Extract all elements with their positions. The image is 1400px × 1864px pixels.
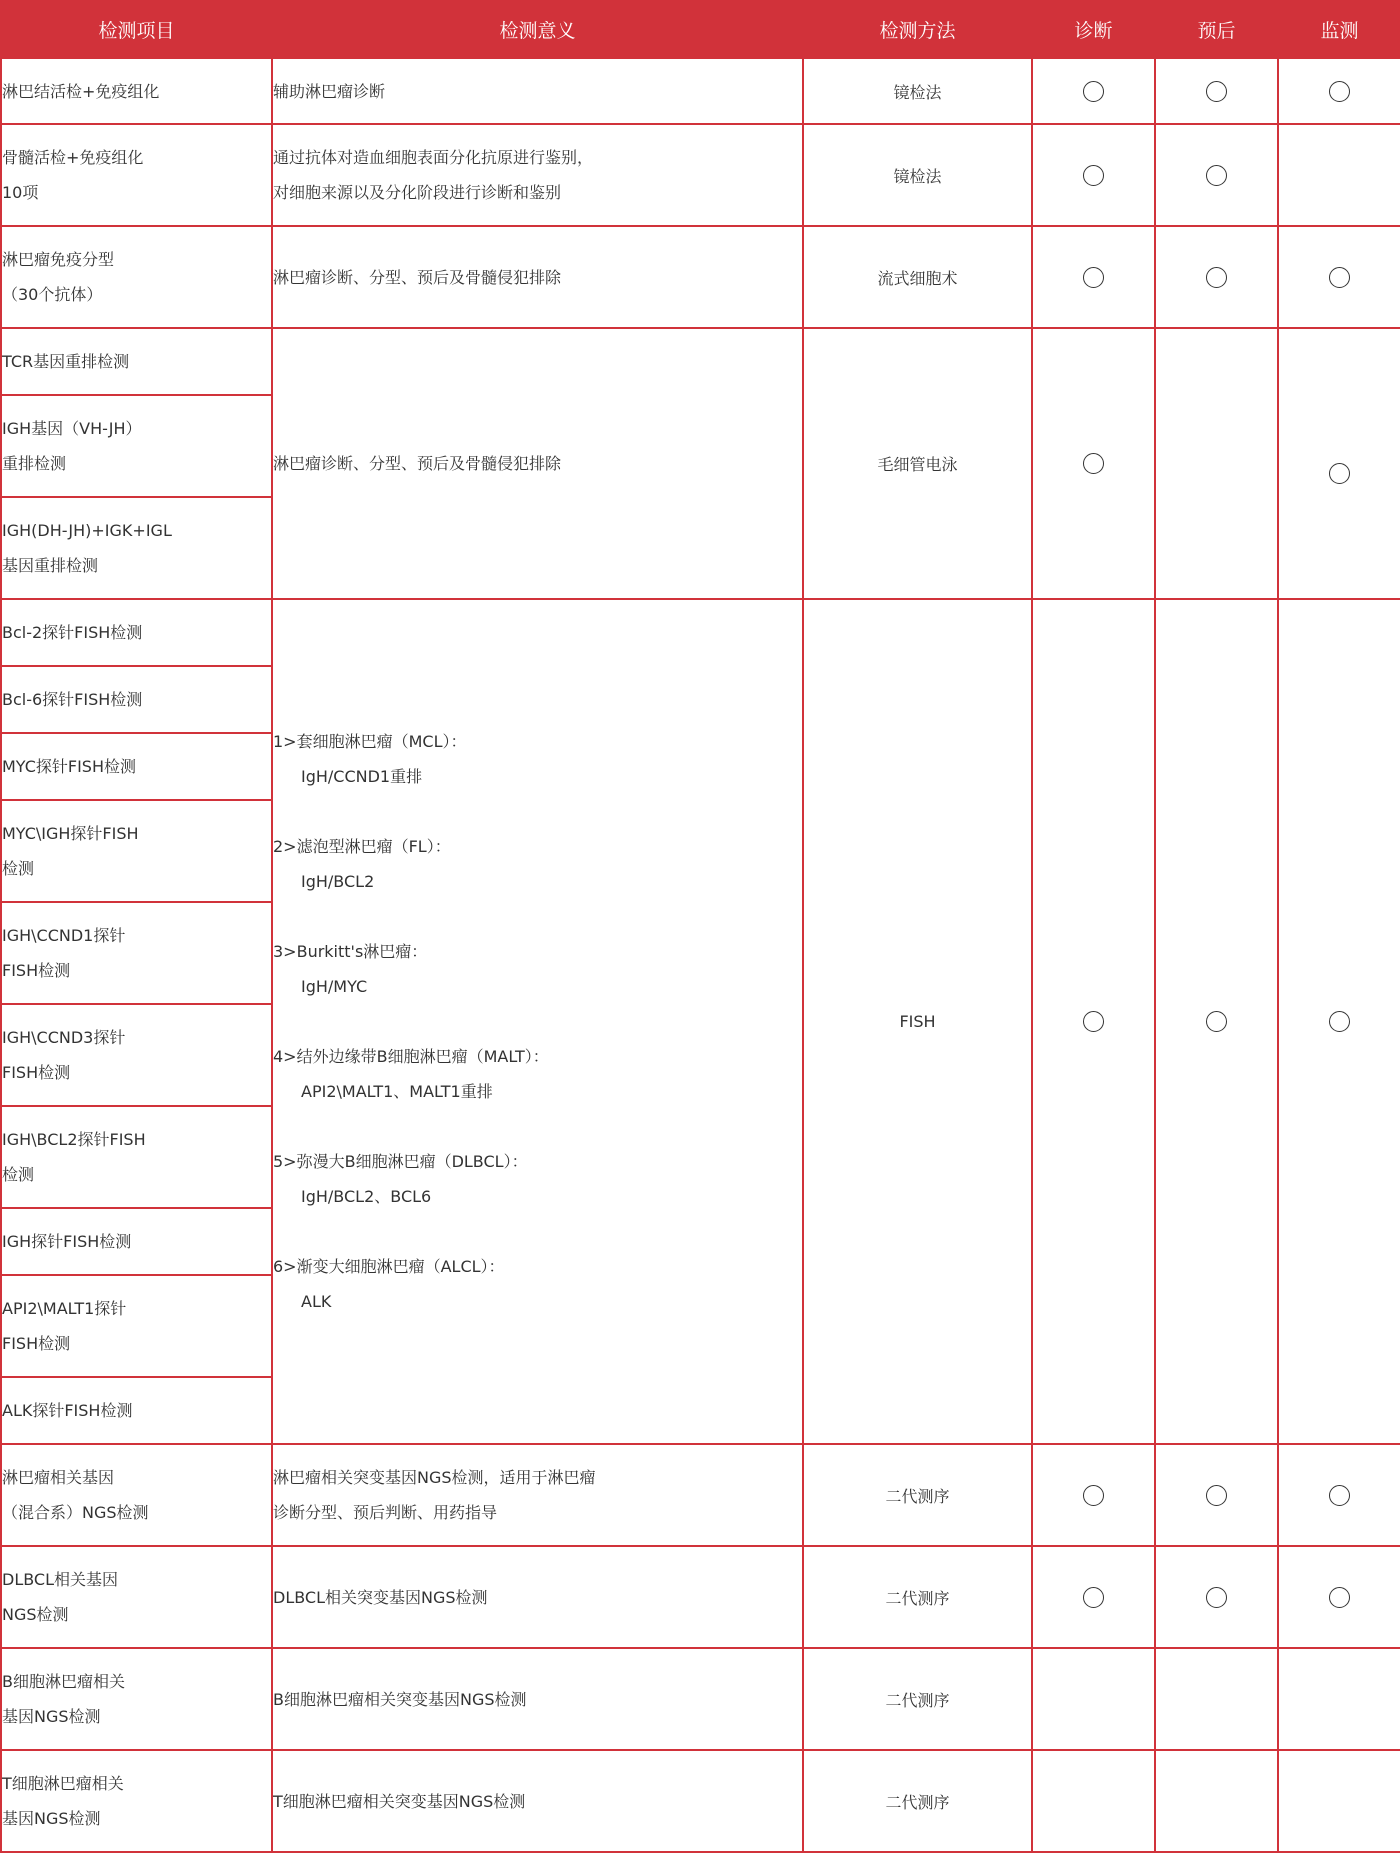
fish-entry-title: 6>渐变大细胞淋巴瘤（ALCL）： (273, 1257, 505, 1276)
table-row (1, 1648, 1400, 1750)
prognosis-cell (1155, 1546, 1278, 1648)
test-item-cell (1, 1750, 272, 1852)
diagnosis-cell (1032, 1546, 1155, 1648)
circle-mark-icon (1206, 81, 1227, 102)
circle-mark-icon (1329, 463, 1350, 484)
significance-cell (272, 599, 803, 1444)
test-item-line: DLBCL相关基因 (2, 1570, 119, 1589)
significance-line: 通过抗体对造血细胞表面分化抗原进行鉴别， (273, 148, 594, 167)
fish-entry-detail: IgH/MYC (301, 977, 368, 996)
method-cell: 流式细胞术 (803, 226, 1032, 328)
significance-line: T细胞淋巴瘤相关突变基因NGS检测 (273, 1791, 526, 1811)
test-item-cell (1, 395, 272, 497)
test-item-line: IGH\CCND3探针 (2, 1028, 126, 1047)
method-cell: 二代测序 (803, 1444, 1032, 1546)
fish-significance-list (273, 724, 802, 1319)
prognosis-cell (1155, 1444, 1278, 1546)
test-item-line: FISH检测 (2, 1063, 71, 1082)
significance-cell: 淋巴瘤诊断、分型、预后及骨髓侵犯排除 (272, 328, 803, 599)
test-item-line: （混合系）NGS检测 (2, 1503, 149, 1522)
test-item-line: IGH探针FISH检测 (2, 1232, 132, 1251)
test-item-cell (1, 58, 272, 124)
significance-cell (272, 1648, 803, 1750)
prognosis-cell (1155, 1750, 1278, 1852)
fish-entry-title: 5>弥漫大B细胞淋巴瘤（DLBCL）： (273, 1152, 528, 1171)
test-item-cell (1, 902, 272, 1004)
significance-line: 淋巴瘤诊断、分型、预后及骨髓侵犯排除 (273, 267, 562, 287)
diagnosis-cell (1032, 58, 1155, 124)
header-significance: 检测意义 (272, 1, 803, 58)
test-item-line: IGH\BCL2探针FISH (2, 1130, 146, 1149)
fish-entry-detail: ALK (301, 1292, 332, 1311)
prognosis-cell (1155, 328, 1278, 599)
table-row (1, 328, 1400, 395)
test-item-line: MYC\IGH探针FISH (2, 824, 139, 843)
circle-mark-icon (1329, 81, 1350, 102)
table-row (1, 58, 1400, 124)
diagnosis-cell (1032, 226, 1155, 328)
test-item-cell (1, 1377, 272, 1444)
test-item-line: 淋巴瘤相关基因 (2, 1468, 115, 1487)
circle-mark-icon (1206, 165, 1227, 186)
monitoring-cell (1278, 1444, 1400, 1546)
test-item-line: IGH(DH-JH)+IGK+IGL (2, 521, 172, 540)
test-item-line: 基因NGS检测 (2, 1809, 101, 1828)
significance-line: 淋巴瘤相关突变基因NGS检测，适用于淋巴瘤 (273, 1468, 596, 1487)
test-item-line: Bcl-2探针FISH检测 (2, 623, 143, 642)
significance-cell (272, 226, 803, 328)
test-item-line: FISH检测 (2, 1334, 71, 1353)
table-row (1, 1444, 1400, 1546)
monitoring-cell (1278, 328, 1400, 599)
test-item-cell (1, 1275, 272, 1377)
test-item-cell (1, 1004, 272, 1106)
test-item-cell (1, 666, 272, 733)
test-item-cell (1, 226, 272, 328)
table-row (1, 1750, 1400, 1852)
monitoring-cell (1278, 1546, 1400, 1648)
header-monitoring: 监测 (1278, 1, 1400, 58)
test-item-cell (1, 328, 272, 395)
fish-entry-title: 2>滤泡型淋巴瘤（FL）： (273, 837, 451, 856)
test-item-line: 检测 (2, 859, 35, 878)
test-item-line: IGH\CCND1探针 (2, 926, 126, 945)
test-item-line: 基因重排检测 (2, 556, 99, 575)
test-item-cell (1, 1648, 272, 1750)
method-cell: 二代测序 (803, 1648, 1032, 1750)
method-cell: 镜检法 (803, 58, 1032, 124)
test-item-line: FISH检测 (2, 961, 71, 980)
test-item-cell (1, 1208, 272, 1275)
prognosis-cell (1155, 226, 1278, 328)
method-cell: FISH (803, 599, 1032, 1444)
circle-mark-icon (1083, 1485, 1104, 1506)
significance-cell (272, 58, 803, 124)
circle-mark-icon (1083, 453, 1104, 474)
circle-mark-icon (1083, 1587, 1104, 1608)
significance-line: 诊断分型、预后判断、用药指导 (273, 1503, 498, 1522)
monitoring-cell (1278, 124, 1400, 226)
test-item-line: 骨髓活检+免疫组化 (2, 148, 144, 167)
test-item-line: 检测 (2, 1165, 35, 1184)
test-item-line: IGH基因（VH-JH） (2, 419, 142, 438)
prognosis-cell (1155, 58, 1278, 124)
test-item-line: 10项 (2, 183, 39, 202)
test-item-line: 淋巴结活检+免疫组化 (2, 81, 160, 101)
significance-line: 对细胞来源以及分化阶段进行诊断和鉴别 (273, 183, 562, 202)
monitoring-cell (1278, 58, 1400, 124)
method-cell: 镜检法 (803, 124, 1032, 226)
test-item-line: ALK探针FISH检测 (2, 1401, 133, 1420)
significance-line: B细胞淋巴瘤相关突变基因NGS检测 (273, 1689, 527, 1709)
fish-entry-title: 4>结外边缘带B细胞淋巴瘤（MALT）： (273, 1047, 549, 1066)
circle-mark-icon (1206, 1587, 1227, 1608)
header-method: 检测方法 (803, 1, 1032, 58)
test-item-line: MYC探针FISH检测 (2, 757, 136, 776)
table-row (1, 124, 1400, 226)
fish-entry-detail: API2\MALT1、MALT1重排 (301, 1082, 493, 1101)
test-item-line: 重排检测 (2, 454, 67, 473)
header-diagnosis: 诊断 (1032, 1, 1155, 58)
diagnosis-cell (1032, 1444, 1155, 1546)
diagnosis-cell (1032, 599, 1155, 1444)
circle-mark-icon (1329, 1011, 1350, 1032)
fish-entry-detail: IgH/BCL2 (301, 872, 375, 891)
monitoring-cell (1278, 1750, 1400, 1852)
diagnosis-cell (1032, 1750, 1155, 1852)
test-item-cell (1, 124, 272, 226)
header-row (1, 1, 1400, 58)
test-item-cell (1, 1444, 272, 1546)
header-prognosis: 预后 (1155, 1, 1278, 58)
circle-mark-icon (1206, 267, 1227, 288)
test-item-cell (1, 599, 272, 666)
test-item-line: API2\MALT1探针 (2, 1299, 127, 1318)
significance-cell (272, 1750, 803, 1852)
monitoring-cell (1278, 1648, 1400, 1750)
test-item-cell (1, 733, 272, 800)
prognosis-cell (1155, 124, 1278, 226)
test-item-line: Bcl-6探针FISH检测 (2, 690, 143, 709)
circle-mark-icon (1083, 267, 1104, 288)
test-item-cell (1, 800, 272, 902)
method-cell: 二代测序 (803, 1546, 1032, 1648)
diagnosis-cell (1032, 328, 1155, 599)
test-item-line: （30个抗体） (2, 285, 103, 304)
test-item-cell (1, 1546, 272, 1648)
header-test-item: 检测项目 (1, 1, 272, 58)
prognosis-cell (1155, 1648, 1278, 1750)
fish-entry-detail: IgH/CCND1重排 (301, 767, 423, 786)
significance-cell (272, 124, 803, 226)
circle-mark-icon (1329, 1485, 1350, 1506)
test-item-line: NGS检测 (2, 1605, 69, 1624)
circle-mark-icon (1206, 1485, 1227, 1506)
fish-entry-detail: IgH/BCL2、BCL6 (301, 1187, 432, 1206)
fish-entry-title: 1>套细胞淋巴瘤（MCL）： (273, 732, 467, 751)
prognosis-cell (1155, 599, 1278, 1444)
significance-line: 辅助淋巴瘤诊断 (273, 81, 386, 101)
monitoring-cell (1278, 599, 1400, 1444)
method-cell: 毛细管电泳 (803, 328, 1032, 599)
circle-mark-icon (1083, 165, 1104, 186)
test-item-line: TCR基因重排检测 (2, 352, 130, 371)
monitoring-cell (1278, 226, 1400, 328)
circle-mark-icon (1329, 267, 1350, 288)
diagnosis-cell (1032, 124, 1155, 226)
table-row (1, 1546, 1400, 1648)
test-item-line: 基因NGS检测 (2, 1707, 101, 1726)
test-item-line: 淋巴瘤免疫分型 (2, 250, 115, 269)
circle-mark-icon (1206, 1011, 1227, 1032)
method-cell: 二代测序 (803, 1750, 1032, 1852)
fish-entry-title: 3>Burkitt's淋巴瘤： (273, 942, 428, 961)
test-item-cell (1, 1106, 272, 1208)
table-row (1, 226, 1400, 328)
significance-line: DLBCL相关突变基因NGS检测 (273, 1587, 488, 1607)
diagnosis-cell (1032, 1648, 1155, 1750)
significance-cell (272, 1546, 803, 1648)
significance-cell (272, 1444, 803, 1546)
circle-mark-icon (1083, 1011, 1104, 1032)
circle-mark-icon (1329, 1587, 1350, 1608)
table-row (1, 599, 1400, 666)
test-item-cell (1, 497, 272, 599)
test-item-line: T细胞淋巴瘤相关 (2, 1774, 124, 1793)
test-item-line: B细胞淋巴瘤相关 (2, 1672, 125, 1691)
circle-mark-icon (1083, 81, 1104, 102)
